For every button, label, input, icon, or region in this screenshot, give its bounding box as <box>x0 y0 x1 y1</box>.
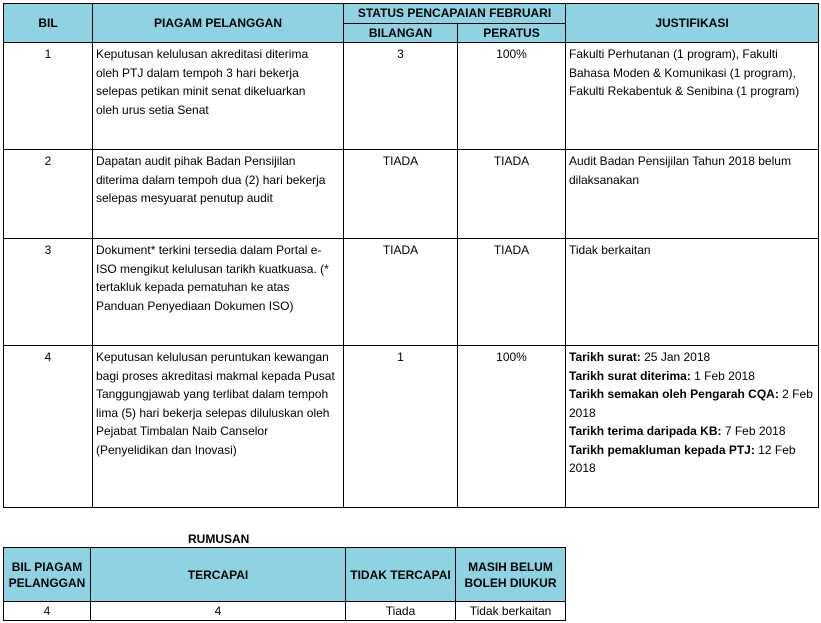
date-value: 12 Feb 2018 <box>569 442 796 475</box>
row-piagam <box>93 43 344 150</box>
row-peratus: 100% <box>458 346 566 508</box>
header-justifikasi: JUSTIFIKASI <box>566 4 819 43</box>
row-justifikasi <box>566 346 819 508</box>
date-label: Tarikh terima daripada KB: <box>569 424 722 438</box>
piagam-line: bagi proses akreditasi makmal kepada Pusat <box>96 368 335 383</box>
table-row <box>4 602 566 621</box>
piagam-line: selepas mesyuarat penutup audit <box>96 191 273 205</box>
row-bil: 3 <box>4 239 93 346</box>
date-label: Tarikh semakan oleh Pengarah CQA: <box>569 387 779 401</box>
summary-header-tidak-tercapai: TIDAK TERCAPAI <box>346 548 456 602</box>
piagam-line: oleh urus setia Senat <box>96 102 209 117</box>
justifikasi-line: Tidak berkaitan <box>569 243 651 257</box>
summary-header-tercapai: TERCAPAI <box>91 548 346 602</box>
summary-bil-piagam: 4 <box>4 602 91 621</box>
row-peratus: 100% <box>458 43 566 150</box>
row-piagam <box>93 346 344 508</box>
piagam-line: Keputusan kelulusan peruntukan kewangan <box>96 350 329 364</box>
row-justifikasi <box>566 150 819 239</box>
justifikasi-date-item <box>569 348 815 367</box>
date-label: Tarikh surat diterima: <box>569 368 691 383</box>
summary-tercapai: 4 <box>91 602 346 621</box>
piagam-line: Pejabat Timbalan Naib Canselor <box>96 424 269 438</box>
table-row <box>4 346 819 508</box>
row-bilangan: TIADA <box>344 239 458 346</box>
piagam-line: diterima dalam tempoh dua (2) hari bekerja <box>96 172 326 187</box>
summary-header-masih-belum: MASIH BELUM BOLEH DIUKUR <box>456 548 566 602</box>
row-bilangan: 1 <box>344 346 458 508</box>
piagam-line: Tanggungjawab yang terlibat dalam tempoh <box>96 387 329 401</box>
row-peratus: TIADA <box>458 150 566 239</box>
justifikasi-line: Fakulti Perhutanan (1 program), Fakulti <box>569 47 778 61</box>
justifikasi-line: Bahasa Moden & Komunikasi (1 program), <box>569 65 796 80</box>
justifikasi-date-item <box>569 385 815 422</box>
piagam-line: (Penyelidikan dan Inovasi) <box>96 442 237 457</box>
table-row <box>4 239 819 346</box>
date-label: Tarikh surat: <box>569 350 641 364</box>
piagam-line: lima (5) hari bekerja selepas diluluskan oleh <box>96 405 330 420</box>
customer-charter-table <box>3 3 819 508</box>
date-value: 7 Feb 2018 <box>721 424 786 438</box>
justifikasi-date-item <box>569 441 815 478</box>
piagam-line: selepas petikan minit senat dikeluarkan <box>96 84 306 98</box>
summary-header-bil-piagam: BIL PIAGAM PELANGGAN <box>4 548 91 602</box>
row-piagam <box>93 239 344 346</box>
header-peratus: PERATUS <box>458 23 566 43</box>
date-value: 25 Jan 2018 <box>640 350 711 364</box>
piagam-line: oleh PTJ dalam tempoh 3 hari bekerja <box>96 65 299 80</box>
table-row <box>4 43 819 150</box>
piagam-line: Dokument* terkini tersedia dalam Portal e- <box>96 243 322 257</box>
row-bilangan: 3 <box>344 43 458 150</box>
date-value: 2 Feb 2018 <box>569 387 813 420</box>
row-peratus: TIADA <box>458 239 566 346</box>
header-piagam-pelanggan: PIAGAM PELANGGAN <box>93 4 344 43</box>
summary-table <box>3 547 566 621</box>
piagam-line: Keputusan kelulusan akreditasi diterima <box>96 47 309 61</box>
date-label: Tarikh pemakluman kepada PTJ: <box>569 442 755 457</box>
justifikasi-line: Fakulti Rekabentuk & Senibina (1 program) <box>569 84 800 98</box>
row-bil: 1 <box>4 43 93 150</box>
justifikasi-line: Audit Badan Pensijilan Tahun 2018 belum <box>569 154 791 168</box>
row-justifikasi <box>566 43 819 150</box>
justifikasi-date-item <box>569 367 815 386</box>
row-bil: 2 <box>4 150 93 239</box>
row-bil: 4 <box>4 346 93 508</box>
header-status-pencapaian: STATUS PENCAPAIAN FEBRUARI <box>344 4 566 24</box>
summary-title: RUMUSAN <box>188 532 250 546</box>
date-value: 1 Feb 2018 <box>690 368 755 383</box>
summary-masih-belum: Tidak berkaitan <box>456 602 566 621</box>
row-bilangan: TIADA <box>344 150 458 239</box>
row-piagam <box>93 150 344 239</box>
piagam-line: Dapatan audit pihak Badan Pensijilan <box>96 154 296 168</box>
table-row <box>4 150 819 239</box>
row-justifikasi <box>566 239 819 346</box>
justifikasi-line: dilaksanakan <box>569 172 640 187</box>
justifikasi-date-item <box>569 422 815 441</box>
piagam-line: Panduan Penyediaan Dokumen ISO) <box>96 298 294 313</box>
piagam-line: ISO mengikut kelulusan tarikh kuatkuasa. (* <box>96 261 329 276</box>
header-bilangan: BILANGAN <box>344 23 458 43</box>
header-bil: BIL <box>4 4 93 43</box>
piagam-line: tertakluk kepada pematuhan ke atas <box>96 280 290 294</box>
summary-tidak-tercapai: Tiada <box>346 602 456 621</box>
